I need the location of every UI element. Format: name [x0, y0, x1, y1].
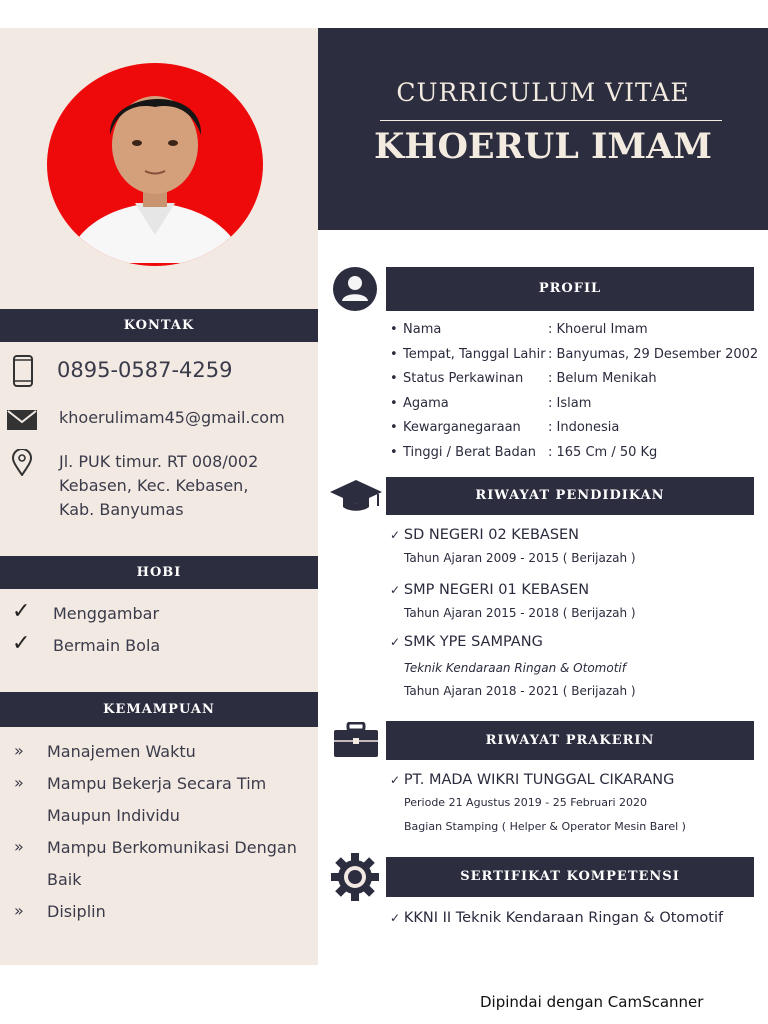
graduation-cap-icon: [329, 478, 383, 516]
company-title: PT. MADA WIKRI TUNGGAL CIKARANG: [403, 772, 675, 788]
skill-item: Mampu Bekerja Secara Tim: [47, 774, 267, 793]
profil-value: : Indonesia: [548, 420, 620, 435]
sertifikat-heading: [386, 857, 754, 897]
location-pin-icon: [12, 449, 32, 480]
school-title: SMK YPE SAMPANG: [403, 634, 543, 650]
contact-address-line-1: Jl. PUK timur. RT 008/002: [59, 452, 259, 471]
phone-icon: [12, 355, 34, 391]
profil-value: : Belum Menikah: [548, 371, 657, 386]
skill-item: Disiplin: [47, 902, 106, 921]
profil-value: : Banyumas, 29 Desember 2002: [548, 347, 759, 362]
profil-key: Agama: [403, 396, 449, 411]
user-icon: [331, 266, 379, 316]
header-divider: [380, 120, 722, 121]
mail-icon: [7, 410, 37, 434]
skill-item-continued: Maupun Individu: [47, 806, 180, 825]
hobi-title: HOBI: [136, 565, 182, 580]
skill-item-continued: Baik: [47, 870, 82, 889]
briefcase-icon: [333, 722, 379, 762]
pendidikan-title: RIWAYAT PENDIDIKAN: [475, 488, 665, 503]
school-name: [390, 634, 543, 650]
pendidikan-heading: [386, 477, 754, 515]
company-name: [390, 772, 674, 788]
double-chevron-icon: »: [14, 773, 24, 792]
kontak-heading: [0, 309, 318, 342]
check-icon: ✓: [390, 635, 404, 649]
school-title: SD NEGERI 02 KEBASEN: [403, 527, 580, 543]
school-year: Tahun Ajaran 2015 - 2018 ( Berijazah ): [404, 606, 636, 620]
contact-address-line-2: Kebasen, Kec. Kebasen,: [59, 476, 249, 495]
kemampuan-title: KEMAMPUAN: [103, 702, 215, 717]
school-name: [390, 582, 589, 598]
school-name: [390, 527, 579, 543]
skill-item: Manajemen Waktu: [47, 742, 196, 761]
check-icon: ✓: [12, 599, 31, 624]
contact-phone: 0895-0587-4259: [57, 358, 233, 382]
profil-value: : Khoerul Imam: [548, 322, 648, 337]
hobi-heading: [0, 556, 318, 589]
profil-key: Status Perkawinan: [403, 371, 524, 386]
hobby-item: Bermain Bola: [53, 636, 161, 655]
certificate-item: [390, 910, 723, 926]
gear-certificate-icon: [330, 852, 380, 906]
profil-key: Kewarganegaraan: [403, 420, 521, 435]
certificate-title: KKNI II Teknik Kendaraan Ringan & Otomotif: [403, 910, 724, 926]
profil-title: PROFIL: [538, 281, 602, 296]
double-chevron-icon: »: [14, 837, 24, 856]
double-chevron-icon: »: [14, 741, 24, 760]
profile-photo: [47, 63, 263, 266]
profil-key: Tinggi / Berat Badan: [403, 445, 536, 460]
check-icon: ✓: [390, 528, 404, 542]
prakerin-heading: [386, 721, 754, 760]
skill-item: Mampu Berkomunikasi Dengan: [47, 838, 297, 857]
sertifikat-title: SERTIFIKAT KOMPETENSI: [460, 869, 680, 884]
profil-key: Tempat, Tanggal Lahir: [403, 347, 546, 362]
profil-value: : 165 Cm / 50 Kg: [548, 445, 658, 460]
profil-value: : Islam: [548, 396, 592, 411]
school-title: SMP NEGERI 01 KEBASEN: [403, 582, 590, 598]
school-year: Tahun Ajaran 2009 - 2015 ( Berijazah ): [404, 551, 636, 565]
check-icon: ✓: [390, 773, 404, 787]
contact-email: khoerulimam45@gmail.com: [59, 408, 285, 427]
check-icon: ✓: [390, 583, 404, 597]
kontak-title: KONTAK: [123, 318, 195, 333]
profil-key: Nama: [403, 322, 442, 337]
check-icon: ✓: [390, 911, 404, 925]
scanner-watermark: Dipindai dengan CamScanner: [480, 993, 704, 1011]
school-major: Teknik Kendaraan Ringan & Otomotif: [404, 661, 626, 675]
hobby-item: Menggambar: [53, 604, 160, 623]
contact-address-line-3: Kab. Banyumas: [59, 500, 184, 519]
cv-subtitle: CURRICULUM VITAE: [396, 78, 690, 107]
internship-period: Periode 21 Agustus 2019 - 25 Februari 2020: [404, 796, 648, 809]
school-year: Tahun Ajaran 2018 - 2021 ( Berijazah ): [404, 684, 636, 698]
check-icon: ✓: [12, 631, 31, 656]
cv-name: KHOERUL IMAM: [373, 126, 713, 167]
cv-header: [318, 28, 768, 230]
internship-division: Bagian Stamping ( Helper & Operator Mesin Barel ): [404, 820, 686, 833]
prakerin-title: RIWAYAT PRAKERIN: [485, 733, 655, 748]
profil-heading: [386, 267, 754, 311]
double-chevron-icon: »: [14, 901, 24, 920]
kemampuan-heading: [0, 692, 318, 727]
